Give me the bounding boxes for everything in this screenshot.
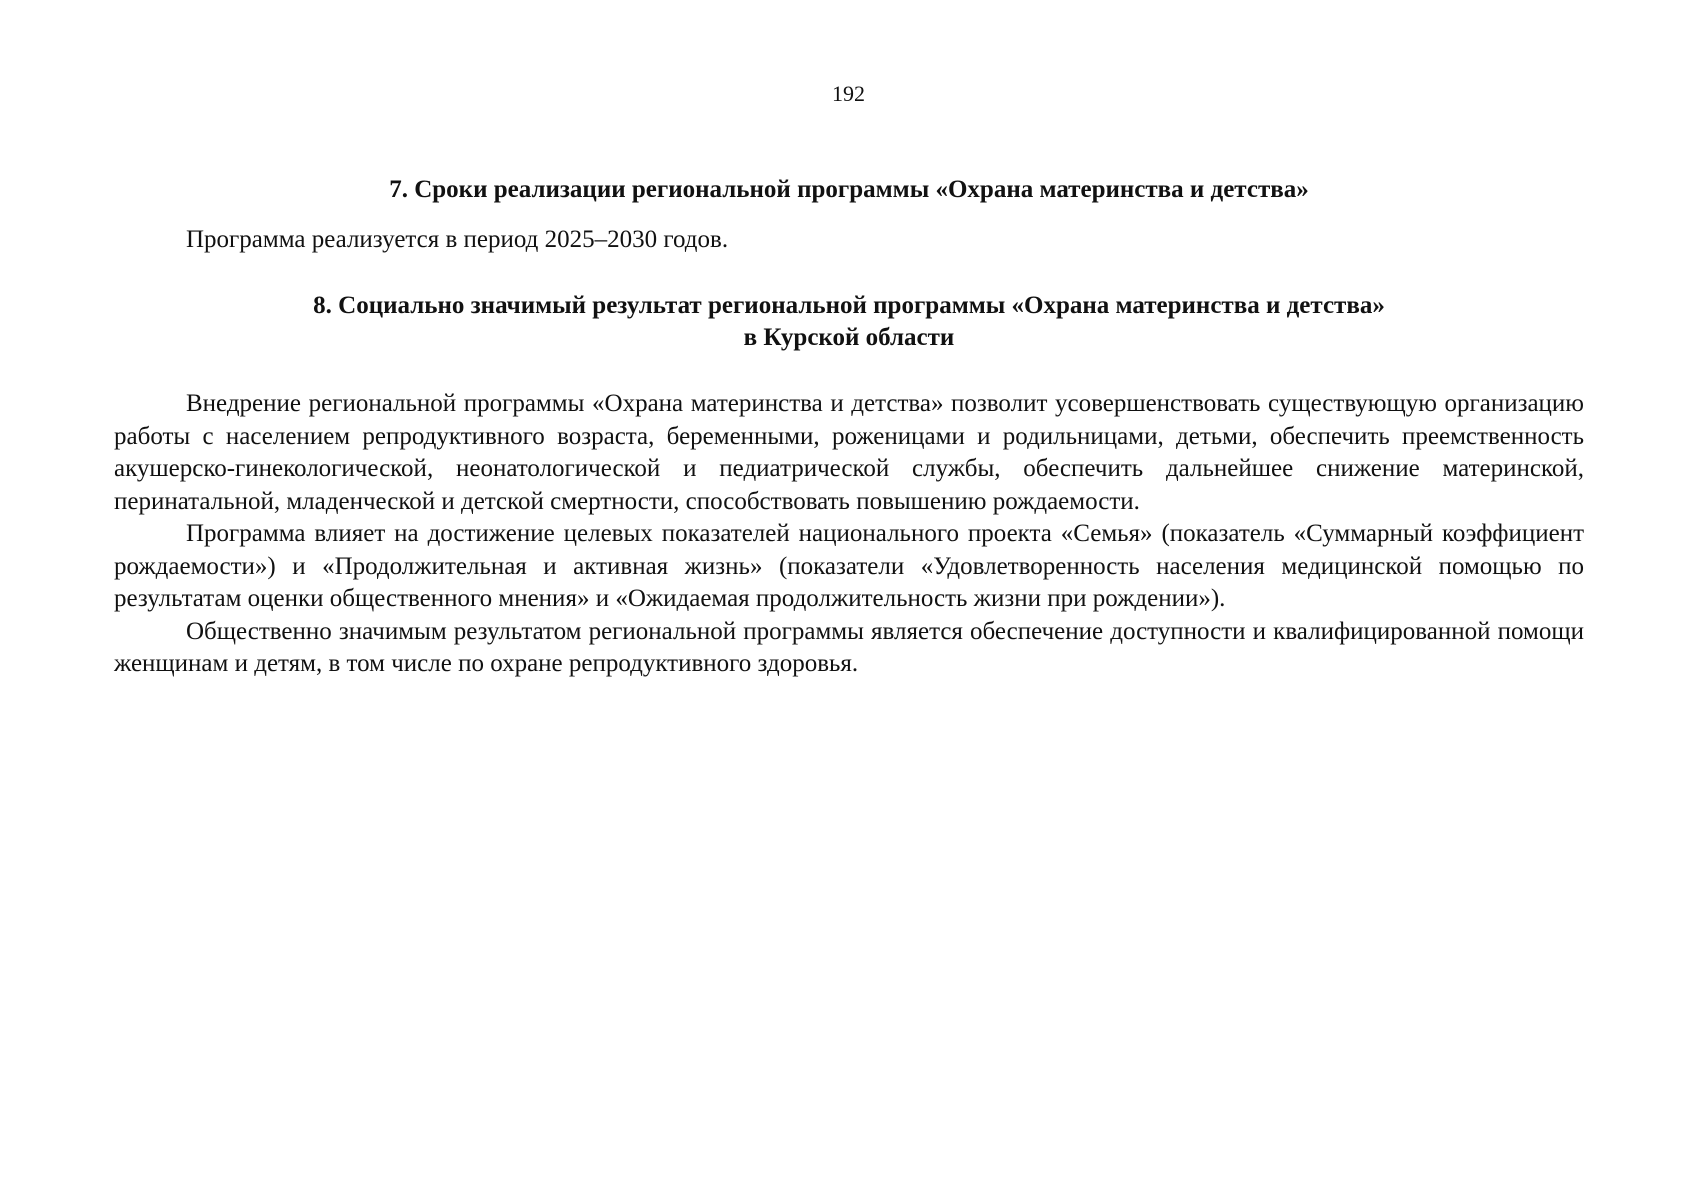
section-8-heading [114, 290, 1584, 354]
section-7-heading: 7. Сроки реализации региональной программы «Охрана материнства и детства» [389, 176, 1309, 203]
page-number: 192 [832, 81, 865, 106]
section-7-paragraph: Программа реализуется в период 2025–2030 годов. [186, 226, 729, 253]
section-8-body [114, 388, 1584, 681]
section-8-heading-line-1: 8. Социально значимый результат региональной программы «Охрана материнства и детства» [313, 292, 1385, 319]
section-8-paragraph-2: Программа влияет на достижение целевых показателей национального проекта «Семья» (показатель «Суммарный коэффициент рождаемости») и «Продолжительная и активная жизнь» (показатели «Удовлетворенность населения медицинской помощью по результатам оценки общественного мнения» и «Ожидаемая продолжительность жизни при рождении»). [114, 520, 1584, 612]
section-8-heading-line-2: в Курской области [743, 324, 955, 351]
section-8-paragraph-3: Общественно значимым результатом региональной программы является обеспечение доступности и квалифицированной помощи женщинам и детям, в том числе по охране репродуктивного здоровья. [114, 617, 1584, 677]
section-8-paragraph-1: Внедрение региональной программы «Охрана материнства и детства» позволит усовершенствовать существующую организацию работы с населением репродуктивного возраста, беременными, роженицами и родильницами, детьми, обеспечить преемственность акушерско-гинекологической, неонатологической и педиатрической службы, обеспечить дальнейшее снижение материнской, перинатальной, младенческой и детской смертности, способствовать повышению рождаемости. [114, 390, 1584, 515]
section-7-body [114, 224, 1584, 257]
